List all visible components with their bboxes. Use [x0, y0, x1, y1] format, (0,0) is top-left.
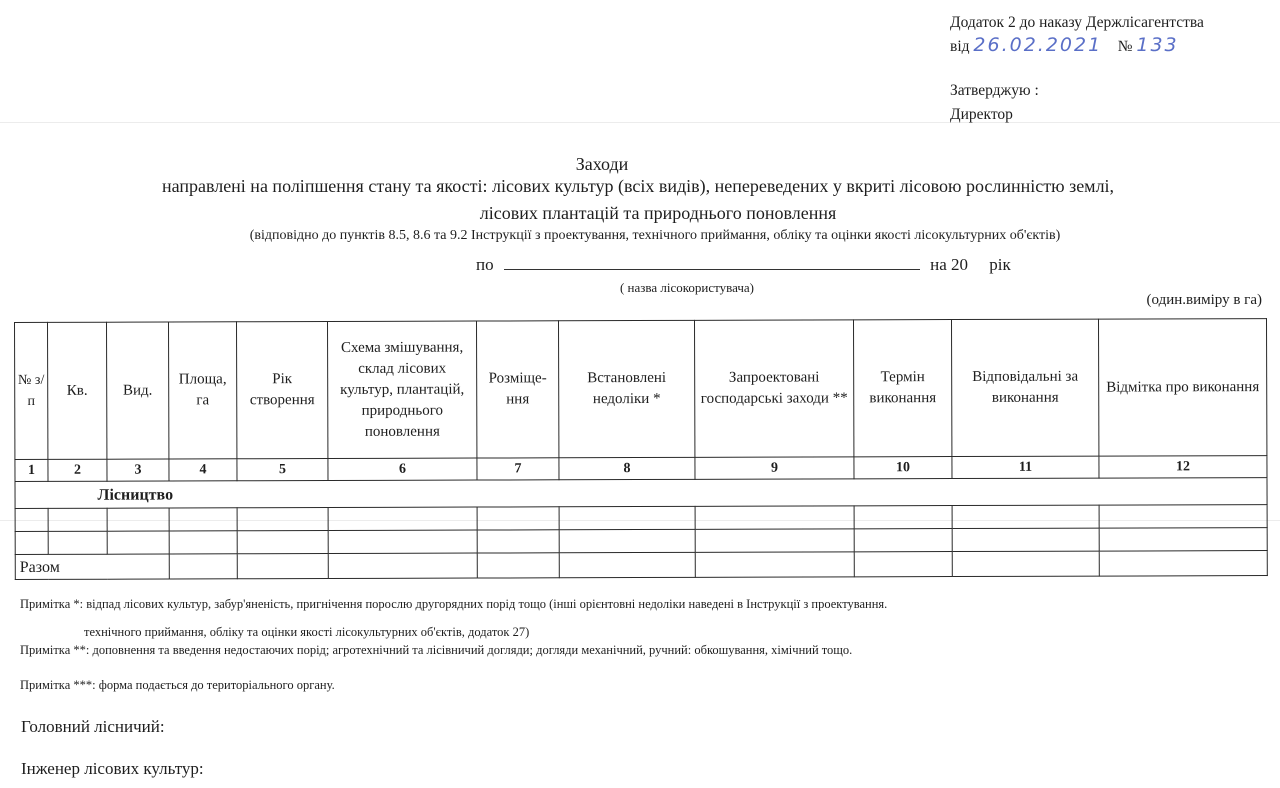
- col-number: 7: [477, 458, 559, 480]
- total-cell[interactable]: [559, 552, 695, 577]
- total-cell[interactable]: [169, 554, 237, 579]
- total-row: [15, 551, 1267, 580]
- note-1-continued: технічного приймання, обліку та оцінки якості лісокультурних об'єктів, додаток 27): [84, 625, 530, 639]
- table-cell[interactable]: [48, 508, 107, 531]
- col-header-defects: Встановлені недоліки *: [558, 320, 694, 457]
- col-number: 10: [854, 457, 952, 479]
- total-cell[interactable]: [237, 554, 328, 579]
- chief-forester-signature-label: Головний лісничий:: [21, 717, 165, 736]
- title-line-1: направлені на поліпшення стану та якості: лісових культур (всіх видів), непереведених у вкриті лісовою рослинністю землі,: [161, 176, 1115, 196]
- col-number: 3: [107, 459, 169, 481]
- col-header-subcompartment: Вид.: [107, 322, 169, 459]
- table-cell[interactable]: [169, 531, 237, 554]
- col-number: 5: [237, 459, 328, 481]
- measures-table: [14, 318, 1268, 580]
- total-cell[interactable]: [695, 552, 854, 577]
- table-cell[interactable]: [854, 529, 952, 552]
- note-3: Примітка ***: форма подається до територіального органу.: [20, 678, 335, 692]
- total-cell[interactable]: [1099, 551, 1267, 577]
- note-2: Примітка **: доповнення та введення недостаючих порід; агротехнічний та лісівничий догляди; догляди механічний, ручний: обкошування, хімічний тощо.: [20, 643, 853, 657]
- col-header-placement: Розміще-ння: [476, 321, 558, 458]
- col-header-mixing-scheme: Схема змішування, склад лісових культур, плантацій, природнього поновлення: [328, 321, 477, 458]
- table-cell[interactable]: [328, 507, 477, 530]
- table-cell[interactable]: [48, 531, 107, 554]
- reference-line: (відповідно до пунктів 8.5, 8.6 та 9.2 Інструкції з проектування, технічного приймання, обліку та оцінки якості лісокультурних об'єктів): [249, 228, 1061, 243]
- forest-user-name-field[interactable]: [504, 253, 920, 270]
- col-header-planned-measures: Запроектовані господарські заходи **: [694, 320, 853, 457]
- number-label: №: [1117, 38, 1133, 55]
- from-label: від: [950, 38, 970, 55]
- col-header-responsible: Відповідальні за виконання: [951, 319, 1098, 456]
- table-cell[interactable]: [695, 506, 854, 529]
- col-number: 2: [48, 459, 107, 481]
- note-1: Примітка *: відпад лісових культур, забур'яненість, пригнічення порослю другорядних порід тощо (інші орієнтовні недоліки наведені в Інструкції з проектування.: [20, 597, 888, 611]
- total-cell[interactable]: [854, 552, 952, 577]
- appendix-label: Додаток 2 до наказу Держлісагентства: [950, 14, 1204, 31]
- table-cell[interactable]: [952, 528, 1099, 551]
- handwritten-number: 133: [1136, 34, 1179, 56]
- total-cell[interactable]: [952, 551, 1099, 576]
- handwritten-date: 26.02.2021: [973, 34, 1103, 56]
- table-cell[interactable]: [477, 530, 559, 553]
- appendix-header: [950, 12, 1204, 58]
- col-header-area: Площа, га: [169, 322, 237, 459]
- col-number: 4: [169, 459, 237, 481]
- col-header-deadline: Термін виконання: [853, 320, 951, 457]
- col-number: 6: [328, 458, 477, 480]
- table-cell[interactable]: [237, 508, 328, 531]
- forestry-section-label: Лісництво: [15, 478, 1267, 509]
- document-title: Заходи: [575, 154, 629, 174]
- po-label: по: [476, 255, 494, 274]
- engineer-signature-label: Інженер лісових культур:: [21, 759, 204, 778]
- scan-artifact-line: [0, 122, 1280, 123]
- table-cell[interactable]: [15, 508, 48, 531]
- table-cell[interactable]: [559, 506, 695, 529]
- col-number: 9: [695, 457, 854, 479]
- col-header-number: № з/п: [15, 322, 48, 459]
- table-cell[interactable]: [1099, 528, 1267, 552]
- table-cell[interactable]: [854, 506, 952, 529]
- table-header-row: [15, 319, 1267, 460]
- col-header-completion-mark: Відмітка про виконання: [1098, 319, 1266, 457]
- title-line-2: лісових плантацій та природнього поновлення: [479, 203, 837, 223]
- approval-block: [950, 80, 1039, 126]
- total-label: Разом: [15, 554, 169, 579]
- table-cell[interactable]: [559, 529, 695, 552]
- total-cell[interactable]: [328, 553, 477, 578]
- table-cell[interactable]: [952, 505, 1099, 528]
- col-number: 1: [15, 459, 48, 481]
- table-cell[interactable]: [169, 508, 237, 531]
- table-cell[interactable]: [107, 508, 169, 531]
- table-cell[interactable]: [695, 529, 854, 552]
- table-cell[interactable]: [328, 530, 477, 553]
- table-cell[interactable]: [15, 531, 48, 554]
- table-cell[interactable]: [1099, 505, 1267, 529]
- col-header-quarter: Кв.: [48, 322, 107, 459]
- col-number: 8: [559, 457, 695, 479]
- table-cell[interactable]: [237, 531, 328, 554]
- col-number: 12: [1099, 456, 1267, 479]
- forestry-section-row: [15, 478, 1267, 509]
- total-cell[interactable]: [477, 553, 559, 578]
- order-line: [950, 34, 1204, 58]
- forest-user-hint: ( назва лісокористувача): [619, 280, 755, 295]
- unit-label: (один.виміру в га): [1146, 292, 1262, 308]
- table-cell[interactable]: [477, 507, 559, 530]
- table-cell[interactable]: [107, 531, 169, 554]
- director-label: Директор: [950, 106, 1013, 123]
- year-label: на 20 рік: [930, 255, 1011, 274]
- forest-user-line: [476, 253, 1011, 275]
- col-header-year-created: Рік створення: [237, 322, 328, 459]
- approve-label: Затверджую :: [950, 82, 1039, 99]
- col-number: 11: [952, 456, 1099, 478]
